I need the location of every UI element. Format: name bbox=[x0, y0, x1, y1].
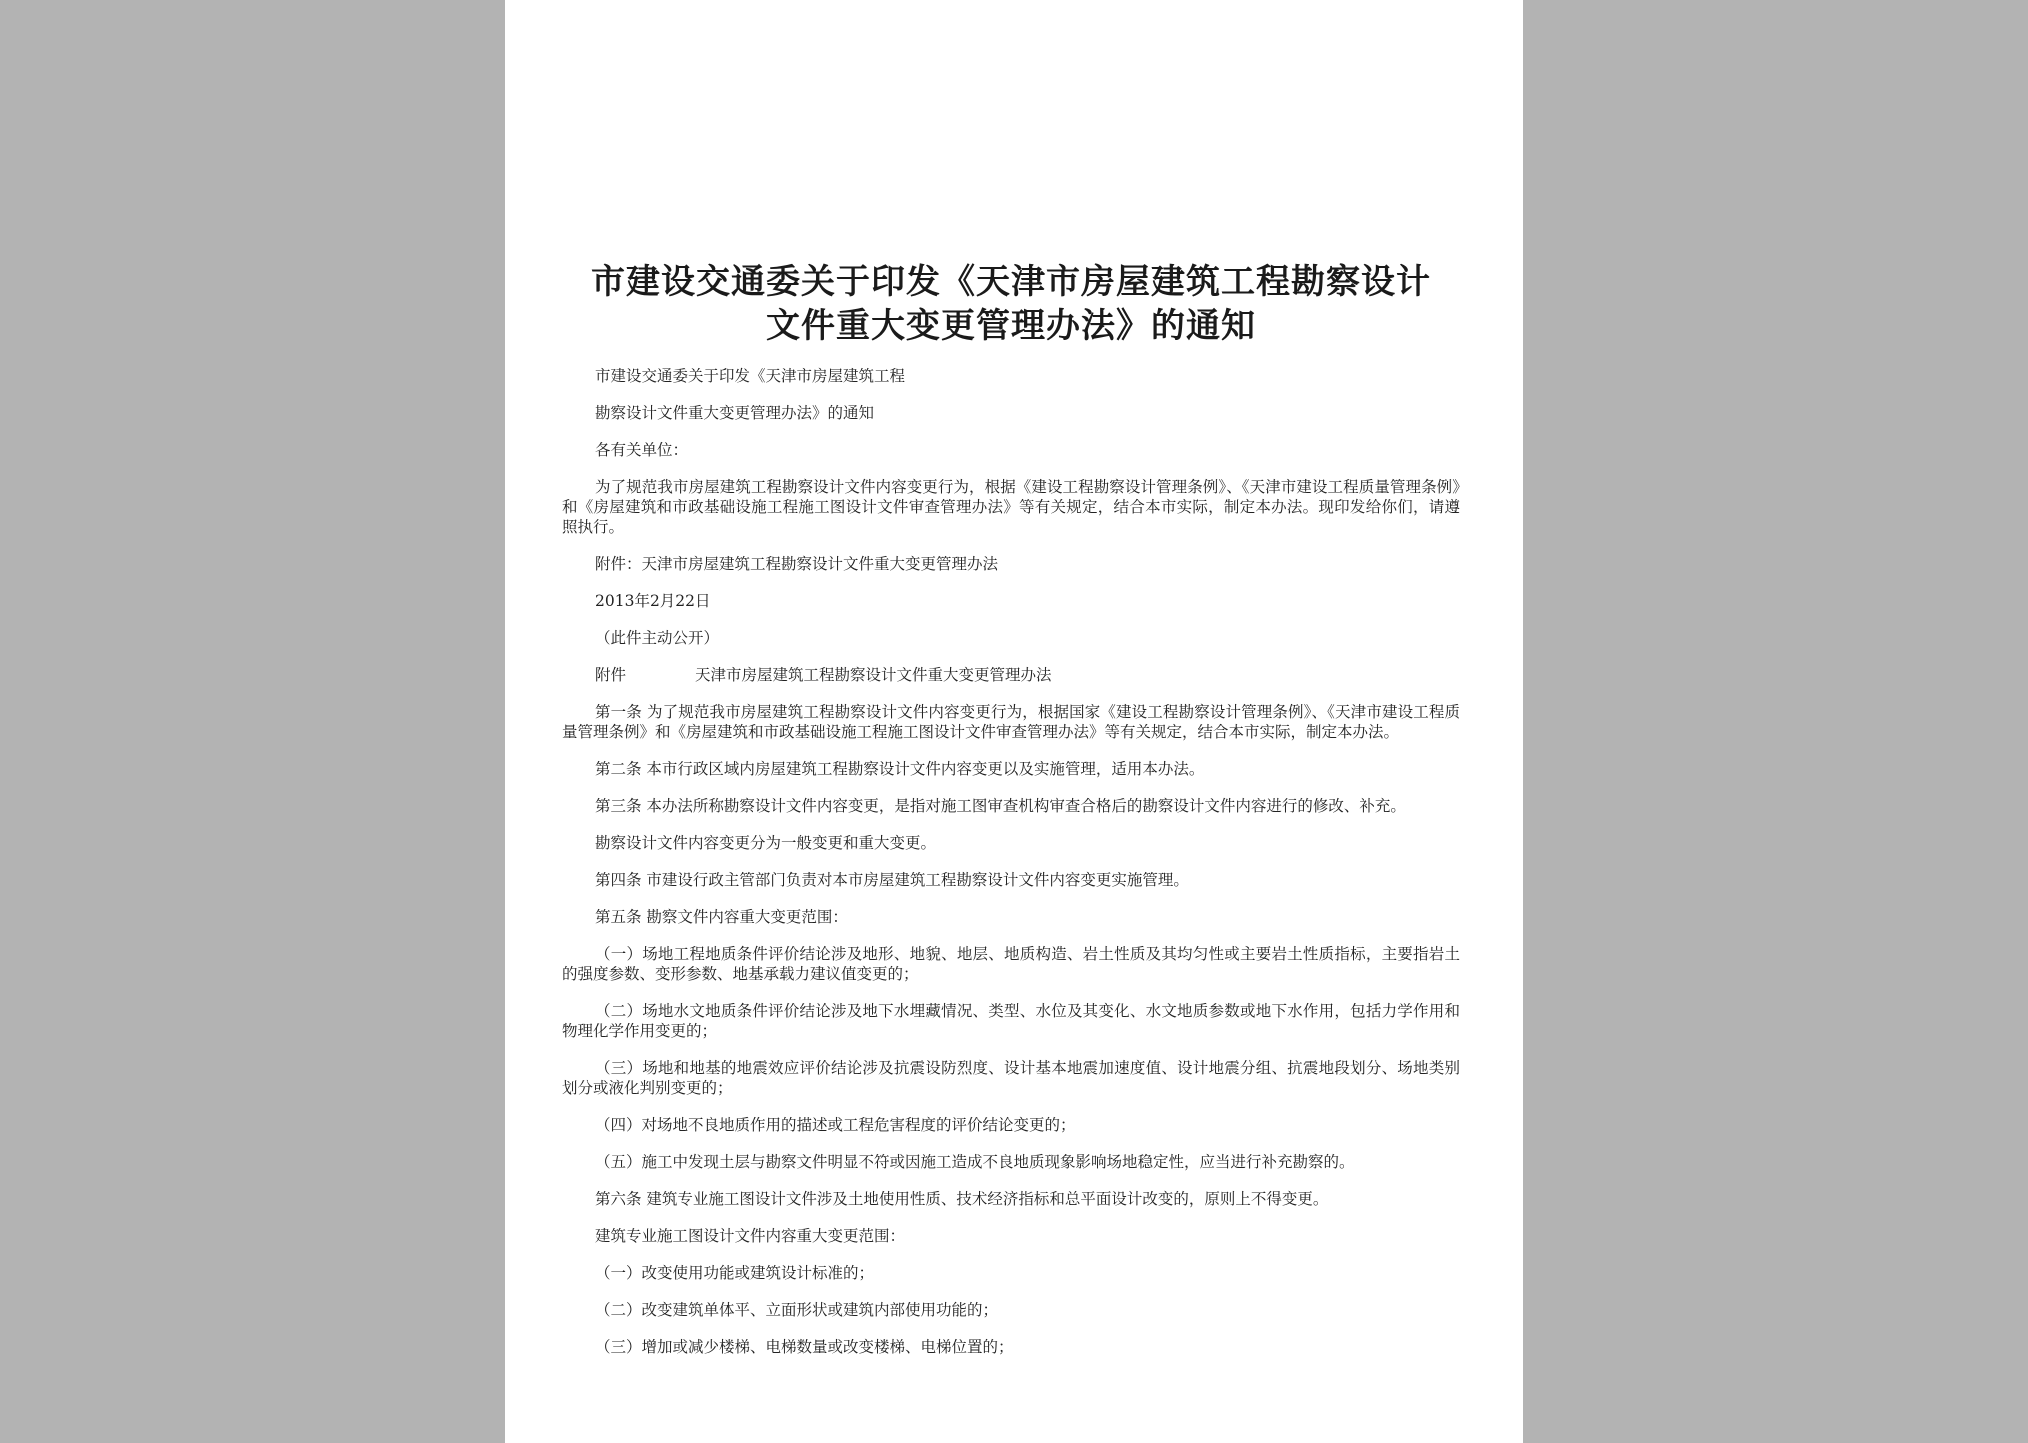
article-paragraph: （四）对场地不良地质作用的描述或工程危害程度的评价结论变更的； bbox=[595, 1116, 1076, 1134]
article-paragraph: （二）改变建筑单体平、立面形状或建筑内部使用功能的； bbox=[595, 1301, 999, 1319]
article-paragraph: 第二条 本市行政区域内房屋建筑工程勘察设计文件内容变更以及实施管理，适用本办法。 bbox=[595, 760, 1205, 778]
attachment-note: 附件：天津市房屋建筑工程勘察设计文件重大变更管理办法 bbox=[595, 555, 999, 573]
article-paragraph: （二）场地水文地质条件评价结论涉及地下水埋藏情况、类型、水位及其变化、水文地质参数或地下水作用，包括力学作用和物理化学作用变更的； bbox=[562, 1002, 1460, 1040]
publicity-note: （此件主动公开） bbox=[595, 629, 720, 647]
document-page bbox=[505, 0, 1523, 1443]
article-paragraph: 第六条 建筑专业施工图设计文件涉及土地使用性质、技术经济指标和总平面设计改变的，原则上不得变更。 bbox=[595, 1190, 1329, 1208]
article-paragraph: （一）场地工程地质条件评价结论涉及地形、地貌、地层、地质构造、岩土性质及其均匀性或主要岩土性质指标，主要指岩土的强度参数、变形参数、地基承载力建议值变更的； bbox=[562, 945, 1460, 983]
article-paragraph: 勘察设计文件内容变更分为一般变更和重大变更。 bbox=[595, 834, 937, 852]
heading-line-1: 市建设交通委关于印发《天津市房屋建筑工程 bbox=[595, 367, 906, 385]
article-paragraph: 第一条 为了规范我市房屋建筑工程勘察设计文件内容变更行为，根据国家《建设工程勘察设计管理条例》、《天津市建设工程质量管理条例》和《房屋建筑和市政基础设施工程施工图设计文件审查管理办法》等有关规定，结合本市实际，制定本办法。 bbox=[562, 703, 1460, 741]
attachment-row bbox=[562, 665, 1460, 685]
salutation: 各有关单位： bbox=[595, 441, 689, 459]
article-paragraph: （三）场地和地基的地震效应评价结论涉及抗震设防烈度、设计基本地震加速度值、设计地震分组、抗震地段划分、场地类别划分或液化判别变更的； bbox=[562, 1059, 1460, 1097]
title-line-2: 文件重大变更管理办法》的通知 bbox=[766, 306, 1256, 346]
heading-line-2: 勘察设计文件重大变更管理办法》的通知 bbox=[595, 404, 875, 422]
article-paragraph: （五）施工中发现土层与勘察文件明显不符或因施工造成不良地质现象影响场地稳定性，应当进行补充勘察的。 bbox=[595, 1153, 1355, 1171]
attachment-title: 天津市房屋建筑工程勘察设计文件重大变更管理办法 bbox=[695, 666, 1052, 684]
article-paragraph: 建筑专业施工图设计文件内容重大变更范围： bbox=[595, 1227, 906, 1245]
article-paragraph: （一）改变使用功能或建筑设计标准的； bbox=[595, 1264, 875, 1282]
title-line-1: 市建设交通委关于印发《天津市房屋建筑工程勘察设计 bbox=[591, 262, 1431, 302]
article-paragraph: 第三条 本办法所称勘察设计文件内容变更，是指对施工图审查机构审查合格后的勘察设计文件内容进行的修改、补充。 bbox=[595, 797, 1406, 815]
issue-date: 2013年2月22日 bbox=[595, 592, 711, 610]
document-title bbox=[562, 260, 1460, 348]
intro-paragraph: 为了规范我市房屋建筑工程勘察设计文件内容变更行为，根据《建设工程勘察设计管理条例》、《天津市建设工程质量管理条例》和《房屋建筑和市政基础设施工程施工图设计文件审查管理办法》等有关规定，结合本市实际，制定本办法。现印发给你们，请遵照执行。 bbox=[562, 478, 1460, 536]
article-paragraph: 第五条 勘察文件内容重大变更范围： bbox=[595, 908, 848, 926]
article-paragraph: （三）增加或减少楼梯、电梯数量或改变楼梯、电梯位置的； bbox=[595, 1338, 1014, 1356]
attachment-label: 附件 bbox=[595, 666, 627, 684]
article-paragraph: 第四条 市建设行政主管部门负责对本市房屋建筑工程勘察设计文件内容变更实施管理。 bbox=[595, 871, 1189, 889]
